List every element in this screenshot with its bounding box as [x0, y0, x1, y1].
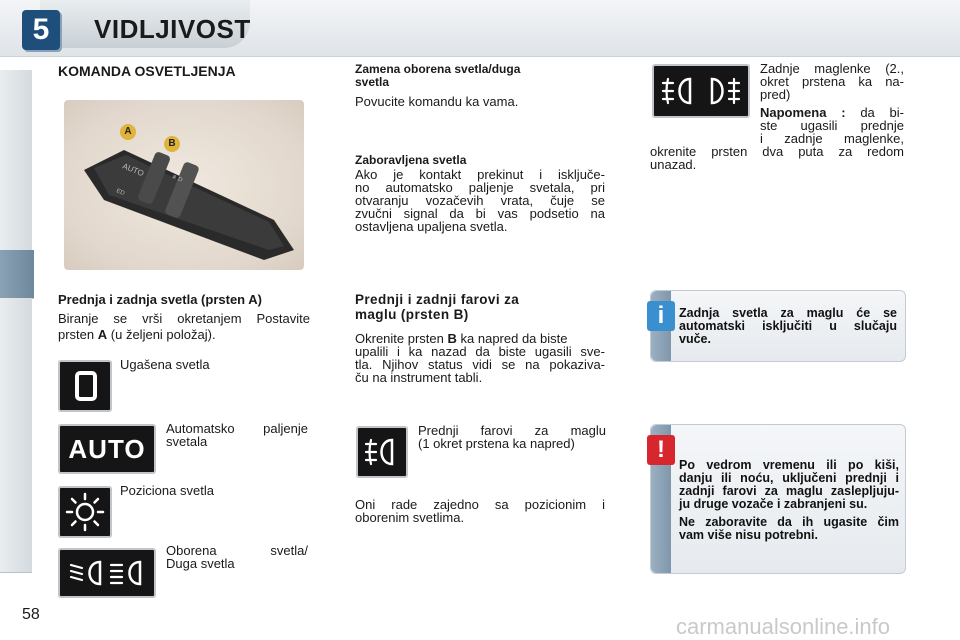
ring-a-intro-line2 — [58, 328, 310, 341]
auto-icon — [58, 424, 156, 474]
switch-beam-heading-1: Zamena oborena svetla/duga — [355, 62, 521, 76]
warning-line-6: vam više nisu potrebni. — [679, 528, 818, 542]
fog-line-3: tla. Njihov status vidi se na pokaziva- — [355, 357, 605, 372]
section-heading: KOMANDA OSVETLJENJA — [58, 63, 236, 79]
front-fog-label — [418, 424, 606, 450]
ring-a-heading: Prednja i zadnja svetla (prsten A) — [58, 292, 262, 307]
side-tab-6[interactable] — [0, 298, 32, 347]
switch-beam-text: Povucite komandu ka vama. — [355, 94, 519, 109]
svg-text:ED: ED — [115, 188, 126, 197]
item-auto-label — [166, 422, 308, 448]
warning-line-1: Po vedrom vremenu ili po kiši, — [679, 458, 899, 472]
info-box — [650, 290, 906, 362]
front-fog-symbol — [358, 428, 406, 476]
warning-box — [650, 424, 906, 574]
label-b: B — [164, 136, 180, 152]
svg-text:≢D: ≢D — [171, 174, 184, 184]
intro-prsten: prsten — [58, 327, 95, 342]
warning-box-text — [679, 459, 899, 542]
forgotten-line-4: zvučni signal da bi vas podsetio na — [355, 206, 605, 221]
note-label: Napomena : — [760, 105, 846, 120]
fog-line-4: ču na instrument tabli. — [355, 370, 483, 385]
stalk-auto-text: AUTO — [121, 161, 146, 179]
note-line-2: ste ugasili prednje — [760, 118, 904, 133]
fog-lights-heading-1: Prednji i zadnji farovi za — [355, 292, 520, 307]
note-line-5: unazad. — [650, 157, 697, 172]
forgotten-line-1: Ako je kontakt prekinut i isključe- — [355, 167, 605, 182]
intro-ring-letter: A — [97, 327, 108, 342]
rear-fog-label — [760, 62, 904, 101]
fog-lights-heading — [355, 292, 519, 322]
fog-line-1c: ka napred da biste — [460, 331, 568, 346]
info-box-text — [679, 307, 897, 346]
warning-icon: ! — [647, 435, 675, 465]
front-fog-icon — [356, 426, 408, 478]
fog-together-1: Oni rade zajedno sa pozicionim i — [355, 497, 605, 512]
side-tab-10[interactable] — [0, 490, 32, 531]
zero-symbol-icon — [58, 360, 112, 412]
note-block — [760, 106, 904, 145]
parking-light-icon — [58, 486, 112, 538]
auto-icon-text: AUTO — [68, 434, 146, 464]
note-line-4: okrenite prsten dva puta za redom — [650, 144, 904, 159]
stalk-photo — [64, 100, 304, 270]
fog-lights-text — [355, 332, 605, 384]
item-parking-label: Poziciona svetla — [120, 483, 214, 498]
info-line-2: automatski isključiti u slučaju — [679, 319, 897, 333]
side-tab-active[interactable] — [0, 250, 34, 299]
side-tab-7[interactable] — [0, 346, 32, 395]
label-a: A — [120, 124, 136, 140]
low-high-beam-icon — [58, 548, 156, 598]
chapter-badge: 5 — [22, 10, 60, 50]
item-off-label: Ugašena svetla — [120, 357, 210, 372]
item-beam-label-2: Duga svetla — [166, 556, 235, 571]
fog-together-2: oborenim svetlima. — [355, 510, 465, 525]
fog-together-text — [355, 498, 605, 524]
rear-fog-line-2: okret prstena ka na- — [760, 74, 904, 89]
warning-line-5: Ne zaboravite da ih ugasite čim — [679, 515, 899, 529]
warning-line-4: ju druge vozače i zabranjeni su. — [679, 497, 868, 511]
forgotten-lights-heading: Zaboravljena svetla — [355, 153, 467, 167]
side-tab-2[interactable] — [0, 120, 32, 163]
forgotten-line-3: otvaranju vozačevih vrata, čuje se — [355, 193, 605, 208]
switch-beam-heading-2: svetla — [355, 75, 390, 89]
front-fog-label-1: Prednji farovi za maglu — [418, 423, 606, 438]
note-continuation — [650, 145, 904, 171]
fog-line-2: upalili i ka nazad da biste ugasili sve- — [355, 344, 605, 359]
ring-a-intro — [58, 312, 310, 341]
side-tab-4[interactable] — [0, 202, 32, 251]
rear-fog-line-1: Zadnje maglenke (2., — [760, 61, 904, 76]
info-line-1: Zadnja svetla za maglu će se — [679, 306, 897, 320]
side-tab-3[interactable] — [0, 162, 32, 203]
front-fog-label-2: (1 okret prstena ka napred) — [418, 436, 575, 451]
warning-line-2: danju ili noću, uključeni prednji i — [679, 471, 899, 485]
forgotten-line-5: ostavljena upaljena svetla. — [355, 219, 508, 234]
front-and-rear-fog-symbols — [654, 66, 748, 116]
intro-position: (u željeni položaj). — [110, 327, 216, 342]
item-beam-label-1: Oborena svetla/ — [166, 543, 308, 558]
side-tab-9[interactable] — [0, 442, 32, 491]
forgotten-lights-text — [355, 168, 605, 233]
forgotten-line-2: no automatsko paljenje svetala, pri — [355, 180, 605, 195]
lighting-stalk-illustration — [64, 100, 304, 270]
side-tab-11[interactable] — [0, 530, 32, 573]
rear-fog-icon — [652, 64, 750, 118]
rear-fog-line-3: pred) — [760, 87, 791, 102]
page-title: VIDLJIVOST — [94, 14, 251, 44]
side-tab-1[interactable] — [0, 70, 32, 121]
fog-line-1a: Okrenite prsten — [355, 331, 444, 346]
item-auto-label-1: Automatsko paljenje — [166, 421, 308, 436]
watermark[interactable]: carmanualsonline.info — [676, 614, 891, 639]
parking-light-symbol — [60, 488, 110, 536]
warning-line-3: zadnji farovi za maglu zaslepljuju- — [679, 484, 899, 498]
item-auto-label-2: svetala — [166, 434, 208, 449]
item-beam-label — [166, 544, 308, 570]
switch-beam-heading — [355, 63, 520, 89]
page-number: 58 — [22, 606, 40, 623]
fog-lights-heading-2: maglu (prsten B) — [355, 307, 469, 322]
ring-a-intro-line1: Biranje se vrši okretanjem Postavite — [58, 311, 310, 326]
fog-ring-letter: B — [447, 331, 457, 346]
info-line-3: vuče. — [679, 332, 711, 346]
side-tab-8[interactable] — [0, 394, 32, 443]
beam-symbols — [60, 550, 154, 596]
note-first: da bi- — [860, 105, 904, 120]
note-line-3: i zadnje maglenke, — [760, 131, 904, 146]
info-icon: i — [647, 301, 675, 331]
